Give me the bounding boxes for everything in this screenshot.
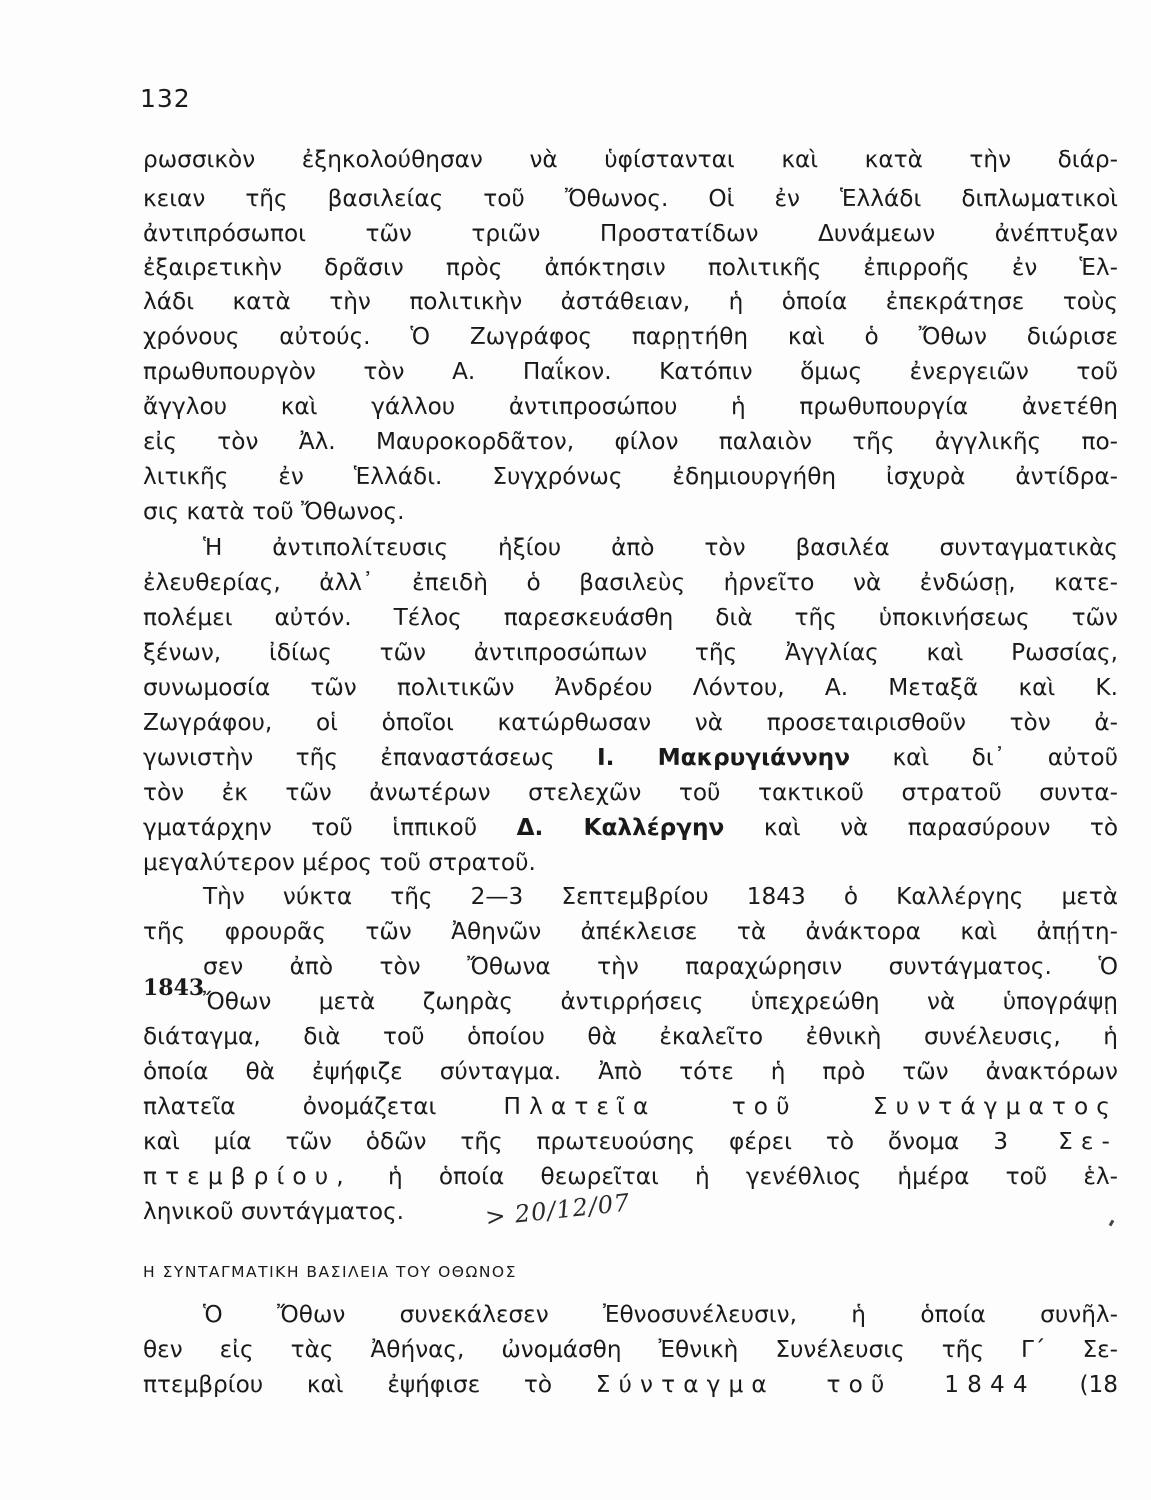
paragraph-line <box>143 1130 1118 1153</box>
paragraph-line: μεγαλύτερον μέρος τοῦ στρατοῦ. <box>143 849 536 876</box>
paragraph-line: ἀντιπρόσωποι τῶν τριῶν Προστατίδων Δυνάμεων ἀνέπτυξαν <box>143 220 1118 247</box>
paragraph-line: πολέμει αὐτόν. Τέλος παρεσκευάσθη διὰ τῆς ὑποκινήσεως τῶν <box>143 604 1118 631</box>
paragraph-line: Ζωγράφου, οἱ ὁποῖοι κατώρθωσαν νὰ προσεταιρισθοῦν τὸν ἀ- <box>143 709 1118 736</box>
paragraph-line: εἰς τὸν Ἀλ. Μαυροκορδᾶτον, φίλον παλαιὸν τῆς ἀγγλικῆς πο- <box>143 428 1118 455</box>
paragraph-line: Ἡ ἀντιπολίτευσις ἠξίου ἀπὸ τὸν βασιλέα συνταγματικὰς <box>203 534 1118 561</box>
bold-name-kallergis: Δ. Καλλέργην <box>516 814 725 841</box>
line-text: καὶ δι᾽ αὐτοῦ <box>892 744 1118 771</box>
line-text: (18 <box>1079 1371 1118 1398</box>
paragraph-line: ὁποία θὰ ἐψήφιζε σύνταγμα. Ἀπὸ τότε ἡ πρὸ τῶν ἀνακτόρων <box>143 1058 1118 1085</box>
line-text: καὶ μία τῶν ὁδῶν τῆς πρωτευούσης φέρει τὸ ὄνομα <box>143 1128 960 1155</box>
paragraph-line: διάταγμα, διὰ τοῦ ὁποίου θὰ ἐκαλεῖτο ἐθνικὴ συνέλευσις, ἡ <box>143 1023 1118 1050</box>
paragraph-line <box>143 1165 1118 1188</box>
paragraph-line: σις κατὰ τοῦ Ὄθωνος. <box>143 498 405 525</box>
spaced-text-plateia: Πλατεῖα τοῦ Συντάγματος <box>503 1093 1118 1120</box>
paragraph-line: ρωσσικὸν ἐξηκολούθησαν νὰ ὑφίστανται καὶ κατὰ τὴν διάρ- <box>143 146 1118 173</box>
spaced-text-date: πτεμβρίου, <box>143 1163 352 1190</box>
paragraph-line: Ὄθων μετὰ ζωηρὰς ἀντιρρήσεις ὑπεχρεώθη νὰ ὑπογράψῃ <box>203 988 1118 1015</box>
section-heading: Η ΣΥΝΤΑΓΜΑΤΙΚΗ ΒΑΣΙΛΕΙΑ ΤΟΥ ΟΘΩΝΟΣ <box>143 1263 517 1281</box>
line-text: ἡ ὁποία θεωρεῖται ἡ γενέθλιος ἡμέρα τοῦ ἑλ- <box>387 1163 1118 1190</box>
line-text: γματάρχην τοῦ ἱππικοῦ <box>143 814 478 841</box>
paragraph-line: θεν εἰς τὰς Ἀθήνας, ὠνομάσθη Ἐθνικὴ Συνέλευσις τῆς Γ´ Σε- <box>143 1336 1118 1363</box>
paragraph-line <box>143 746 1118 769</box>
paragraph-line: λάδι κατὰ τὴν πολιτικὴν ἀστάθειαν, ἡ ὁποία ἐπεκράτησε τοὺς <box>143 288 1118 315</box>
paragraph-line: Τὴν νύκτα τῆς 2—3 Σεπτεμβρίου 1843 ὁ Καλλέργης μετὰ <box>203 883 1118 910</box>
paragraph-line: ληνικοῦ συντάγματος. <box>143 1198 405 1225</box>
bold-name-makrygiannis: Ι. Μακρυγιάννην <box>597 744 850 771</box>
spaced-text-constitution: Σύνταγμα τοῦ 1844 <box>595 1371 1036 1398</box>
paragraph-line: ξένων, ἰδίως τῶν ἀντιπροσώπων τῆς Ἀγγλίας καὶ Ρωσσίας, <box>143 639 1118 666</box>
paragraph-line: χρόνους αὐτούς. Ὁ Ζωγράφος παρῃτήθη καὶ ὁ Ὄθων διώρισε <box>143 323 1118 350</box>
page-number: 132 <box>140 84 191 113</box>
paragraph-line: τὸν ἐκ τῶν ἀνωτέρων στελεχῶν τοῦ τακτικοῦ στρατοῦ συντα- <box>143 779 1118 806</box>
paragraph-line: πρωθυπουργὸν τὸν Α. Παΐκον. Κατόπιν ὅμως ἐνεργειῶν τοῦ <box>143 358 1118 385</box>
spaced-text-date: 3 Σε- <box>993 1128 1118 1155</box>
line-text: πλατεῖα ὀνομάζεται <box>143 1093 437 1120</box>
paragraph-line <box>143 1373 1118 1396</box>
paragraph-line <box>143 816 1118 839</box>
line-text: πτεμβρίου καὶ ἐψήφισε τὸ <box>143 1371 553 1398</box>
handwritten-note: > 20/12/07 <box>483 1188 632 1232</box>
paragraph-line: σεν ἀπὸ τὸν Ὄθωνα τὴν παραχώρησιν συντάγματος. Ὁ <box>203 953 1118 980</box>
paragraph-line: τῆς φρουρᾶς τῶν Ἀθηνῶν ἀπέκλεισε τὰ ἀνάκτορα καὶ ἀπῄτη- <box>143 918 1118 945</box>
line-text: καὶ νὰ παρασύρουν τὸ <box>763 814 1119 841</box>
paragraph-line: ἄγγλου καὶ γάλλου ἀντιπροσώπου ἡ πρωθυπουργία ἀνετέθη <box>143 393 1118 420</box>
paragraph-line: κειαν τῆς βασιλείας τοῦ Ὄθωνος. Οἱ ἐν Ἑλλάδι διπλωματικοὶ <box>143 185 1118 212</box>
paragraph-line: συνωμοσία τῶν πολιτικῶν Ἀνδρέου Λόντου, Α. Μεταξᾶ καὶ Κ. <box>143 674 1118 701</box>
paragraph-line <box>143 1095 1118 1118</box>
paragraph-line: λιτικῆς ἐν Ἑλλάδι. Συγχρόνως ἐδημιουργήθη ἰσχυρὰ ἀντίδρα- <box>143 463 1118 490</box>
paragraph-line: Ὁ Ὄθων συνεκάλεσεν Ἐθνοσυνέλευσιν, ἡ ὁποία συνῆλ- <box>203 1301 1118 1328</box>
paragraph-line: ἐξαιρετικὴν δρᾶσιν πρὸς ἀπόκτησιν πολιτικῆς ἐπιρροῆς ἐν Ἑλ- <box>143 254 1118 281</box>
line-text: γωνιστὴν τῆς ἐπαναστάσεως <box>143 744 555 771</box>
paragraph-line: ἐλευθερίας, ἀλλ᾽ ἐπειδὴ ὁ βασιλεὺς ἠρνεῖτο νὰ ἐνδώσῃ, κατε- <box>143 569 1118 596</box>
margin-year-note: 1843 <box>143 975 205 1001</box>
